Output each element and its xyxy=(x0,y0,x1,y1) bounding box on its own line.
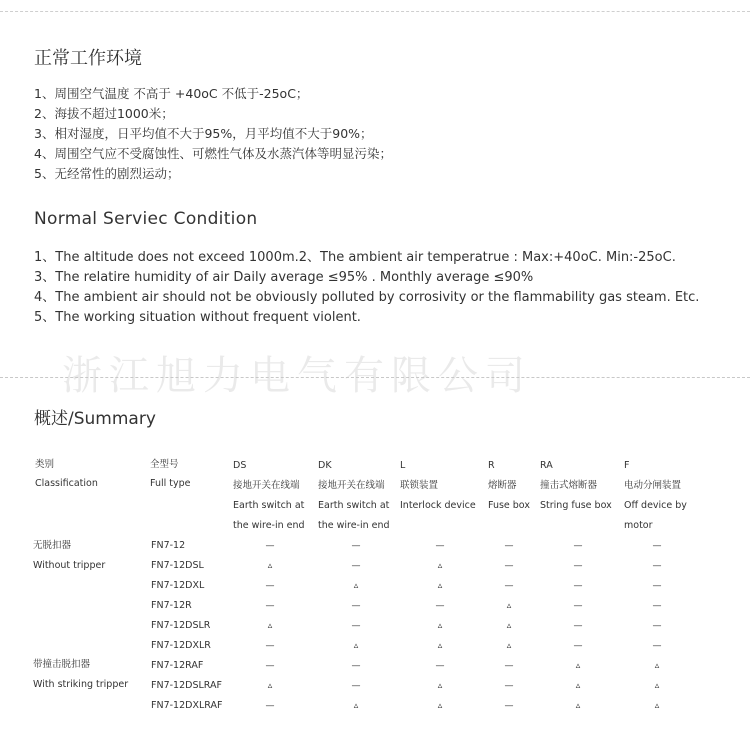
not-included-mark: — xyxy=(351,621,361,631)
not-included-mark: — xyxy=(435,541,445,551)
header-dk-en-1: Earth switch at xyxy=(318,500,390,511)
not-included-mark: — xyxy=(435,661,445,671)
header-ds-cn: 接地开关在线端 xyxy=(233,480,300,491)
header-ra-code: RA xyxy=(540,460,553,471)
header-ds-en-1: Earth switch at xyxy=(233,500,305,511)
included-mark: ▵ xyxy=(437,701,443,711)
included-mark: ▵ xyxy=(437,581,443,591)
list-item: 5、无经常性的剧烈运动； xyxy=(34,166,180,181)
header-dk-en-2: the wire-in end xyxy=(318,520,390,531)
not-included-mark: — xyxy=(573,581,583,591)
not-included-mark: — xyxy=(351,601,361,611)
header-r-cn: 熔断器 xyxy=(488,480,517,491)
not-included-mark: — xyxy=(504,701,514,711)
header-class-cn: 类别 xyxy=(35,459,55,470)
table-row-type: FN7-12DXL xyxy=(151,580,205,591)
header-dk-code: DK xyxy=(318,460,332,471)
header-f-cn: 电动分闸装置 xyxy=(624,480,682,491)
header-l-en: Interlock device xyxy=(400,500,476,511)
not-included-mark: — xyxy=(351,561,361,571)
not-included-mark: — xyxy=(573,621,583,631)
not-included-mark: — xyxy=(265,701,275,711)
included-mark: ▵ xyxy=(353,581,359,591)
table-row-type: FN7-12DSLRAF xyxy=(151,680,222,691)
not-included-mark: — xyxy=(573,561,583,571)
not-included-mark: — xyxy=(504,581,514,591)
not-included-mark: — xyxy=(504,561,514,571)
not-included-mark: — xyxy=(265,581,275,591)
header-f-code: F xyxy=(624,460,630,471)
not-included-mark: — xyxy=(573,541,583,551)
not-included-mark: — xyxy=(265,661,275,671)
included-mark: ▵ xyxy=(654,681,660,691)
list-item: 2、海拔不超过1000米； xyxy=(34,106,174,121)
header-f-en-2: motor xyxy=(624,520,653,531)
included-mark: ▵ xyxy=(506,641,512,651)
category-striking-cn: 带撞击脱扣器 xyxy=(33,659,91,670)
included-mark: ▵ xyxy=(506,621,512,631)
included-mark: ▵ xyxy=(353,701,359,711)
header-type-en: Full type xyxy=(150,478,191,489)
table-row-type: FN7-12RAF xyxy=(151,660,204,671)
en-section-title: Normal Serviec Condition xyxy=(34,209,258,229)
header-ds-code: DS xyxy=(233,460,247,471)
header-dk-cn: 接地开关在线端 xyxy=(318,480,385,491)
not-included-mark: — xyxy=(351,661,361,671)
included-mark: ▵ xyxy=(575,701,581,711)
not-included-mark: — xyxy=(573,601,583,611)
header-l-code: L xyxy=(400,460,406,471)
table-row-type: FN7-12R xyxy=(151,600,192,611)
not-included-mark: — xyxy=(265,541,275,551)
header-l-cn: 联锁装置 xyxy=(400,480,439,491)
included-mark: ▵ xyxy=(654,661,660,671)
not-included-mark: — xyxy=(504,541,514,551)
header-ra-cn: 撞击式熔断器 xyxy=(540,480,598,491)
not-included-mark: — xyxy=(652,601,662,611)
included-mark: ▵ xyxy=(437,641,443,651)
list-item: 3、相对湿度，日平均值不大于95%，月平均值不大于90%； xyxy=(34,126,373,141)
not-included-mark: — xyxy=(652,561,662,571)
included-mark: ▵ xyxy=(437,621,443,631)
included-mark: ▵ xyxy=(267,561,273,571)
header-f-en-1: Off device by xyxy=(624,500,687,511)
list-item: 3、The relatire humidity of air Daily average ≤95% . Monthly average ≤90% xyxy=(34,270,534,285)
not-included-mark: — xyxy=(504,661,514,671)
not-included-mark: — xyxy=(265,601,275,611)
included-mark: ▵ xyxy=(575,661,581,671)
header-class-en: Classification xyxy=(35,478,98,489)
table-row-type: FN7-12DXLRAF xyxy=(151,700,223,711)
table-row-type: FN7-12DSL xyxy=(151,560,204,571)
included-mark: ▵ xyxy=(654,701,660,711)
list-item: 1、The altitude does not exceed 1000m.2、The ambient air temperatrue : Max:+40oC. Min:-25oC. xyxy=(34,250,676,265)
not-included-mark: — xyxy=(351,541,361,551)
header-r-en: Fuse box xyxy=(488,500,530,511)
header-r-code: R xyxy=(488,460,495,471)
header-ra-en: String fuse box xyxy=(540,500,612,511)
not-included-mark: — xyxy=(573,641,583,651)
included-mark: ▵ xyxy=(575,681,581,691)
list-item: 5、The working situation without frequent violent. xyxy=(34,310,361,325)
list-item: 4、周围空气应不受腐蚀性、可燃性气体及水蒸汽体等明显污染； xyxy=(34,146,392,161)
header-type-cn: 全型号 xyxy=(150,459,179,470)
company-watermark: 浙江旭力电气有限公司 xyxy=(62,353,532,399)
not-included-mark: — xyxy=(265,641,275,651)
list-item: 1、周围空气温度 不高于 +40oC 不低于-25oC； xyxy=(34,86,309,101)
included-mark: ▵ xyxy=(437,561,443,571)
included-mark: ▵ xyxy=(437,681,443,691)
not-included-mark: — xyxy=(435,601,445,611)
included-mark: ▵ xyxy=(267,621,273,631)
table-row-type: FN7-12DSLR xyxy=(151,620,211,631)
not-included-mark: — xyxy=(652,581,662,591)
not-included-mark: — xyxy=(351,681,361,691)
included-mark: ▵ xyxy=(353,641,359,651)
included-mark: ▵ xyxy=(506,601,512,611)
header-ds-en-2: the wire-in end xyxy=(233,520,305,531)
not-included-mark: — xyxy=(652,621,662,631)
included-mark: ▵ xyxy=(267,681,273,691)
not-included-mark: — xyxy=(504,681,514,691)
list-item: 4、The ambient air should not be obviously polluted by corrosivity or the flammability gas steam. Etc. xyxy=(34,290,700,305)
table-row-type: FN7-12DXLR xyxy=(151,640,211,651)
category-without-cn: 无脱扣器 xyxy=(33,540,72,551)
not-included-mark: — xyxy=(652,541,662,551)
cn-section-title: 正常工作环境 xyxy=(34,48,142,69)
category-without-en: Without tripper xyxy=(33,560,106,571)
not-included-mark: — xyxy=(652,641,662,651)
category-striking-en: With striking tripper xyxy=(33,679,129,690)
table-row-type: FN7-12 xyxy=(151,540,186,551)
summary-title: 概述/Summary xyxy=(34,409,156,429)
